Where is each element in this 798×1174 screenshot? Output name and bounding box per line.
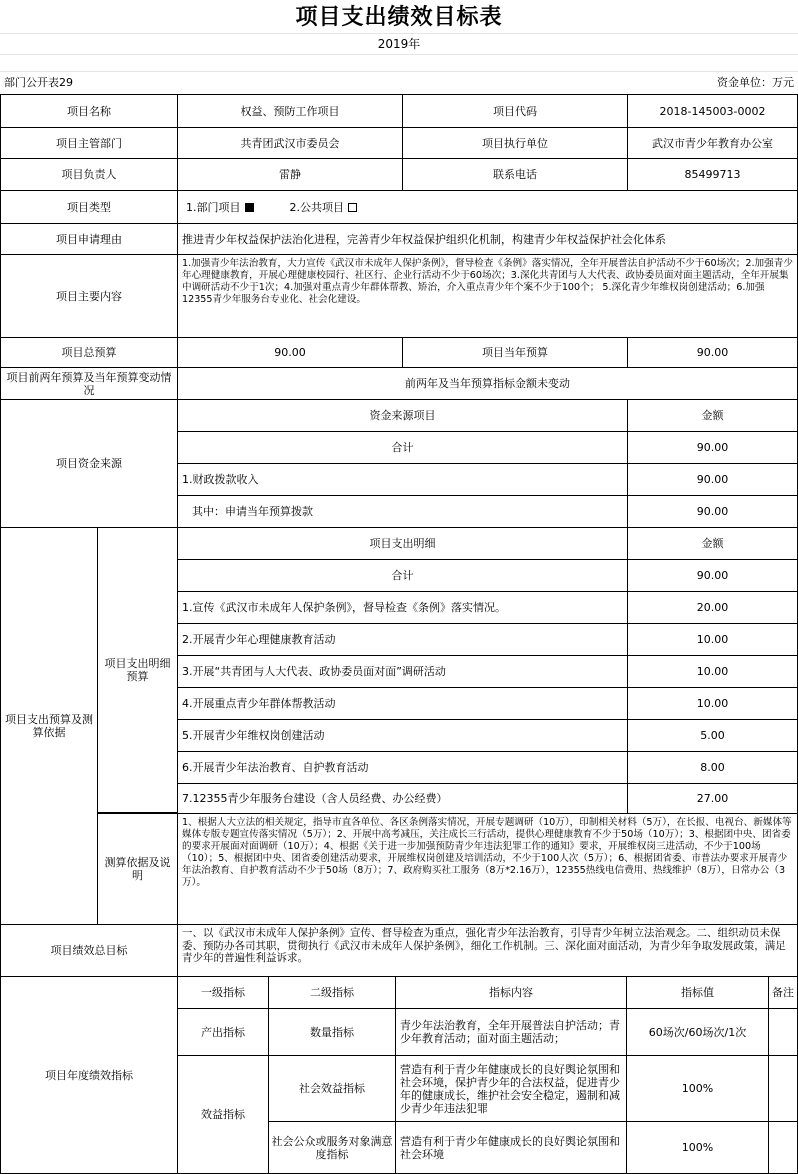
label-total-budget: 项目总预算 xyxy=(0,337,178,368)
detail-row-name: 2.开展青少年心理健康教育活动 xyxy=(177,623,628,656)
indicator-l2-satisfaction: 社会公众或服务对象满意度指标 xyxy=(268,1121,396,1174)
detail-row-name: 1.宣传《武汉市未成年人保护条例》，督导检查《条例》落实情况。 xyxy=(177,591,628,624)
type-option-dept[interactable] xyxy=(186,201,254,214)
funding-row-name: 合计 xyxy=(177,431,628,464)
detail-row-amount: 90.00 xyxy=(627,559,798,592)
type-option-label: 2.公共项目 xyxy=(289,200,344,214)
detail-row-name: 合计 xyxy=(177,559,628,592)
detail-row-name: 6.开展青少年法治教育、自护教育活动 xyxy=(177,751,628,784)
indicator-header: 二级指标 xyxy=(268,976,396,1009)
indicator-l1-benefit: 效益指标 xyxy=(177,1055,269,1174)
type-option-label: 1.部门项目 xyxy=(186,200,241,214)
detail-row-amount: 8.00 xyxy=(627,751,798,784)
indicator-header: 指标值 xyxy=(626,976,769,1009)
label-budget-basis: 项目支出预算及测算依据 xyxy=(0,527,98,925)
value-reason: 推进青少年权益保护法治化进程，完善青少年权益保护组织化机制，构建青少年权益保护社会化体系 xyxy=(177,223,798,255)
detail-row-amount: 10.00 xyxy=(627,655,798,688)
label-reason: 项目申请理由 xyxy=(0,223,178,255)
label-leader: 项目负责人 xyxy=(0,158,178,191)
checkbox-checked-icon xyxy=(245,203,254,212)
label-annual-indicators: 项目年度绩效指标 xyxy=(0,976,178,1174)
funding-row-name: 1.财政拨款收入 xyxy=(177,463,628,496)
funding-row-amount: 90.00 xyxy=(627,495,798,528)
label-project-code: 项目代码 xyxy=(402,94,628,128)
calc-basis-text: 1、根据人大立法的相关规定，指导市直各单位、各区条例落实情况，开展专题调研（10万），印制相关材料（5万），在长报、电视台、新媒体等媒体专版专题宣传落实情况（5万）；2、开展中高考减压，关注成长三行活动，提供心理健康教育不少于50场（10万）；3、根据团中央、团省委的要求开展面对面调研（10万）；4、根据《关于进一步加强预防青少年违法犯罪工作的通知》要求，开展维权岗三进活动，不少于100场（10）；5、根据团中央、团省委创建活动要求，开展维权岗创建及培训活动，不少于100人次（5万）；6、根据团省委、市普法办要求开展青少年法治教育、自护教育活动不少于50场（8万）；7、政府购买社工服务（8万*2.16万），12355热线电信费用、热线维护（8万），日常办公（3万）。 xyxy=(177,813,798,925)
value-phone: 85499713 xyxy=(627,158,798,191)
label-exec-unit: 项目执行单位 xyxy=(402,127,628,159)
checkbox-unchecked-icon xyxy=(348,203,357,212)
indicator-value: 100% xyxy=(626,1055,769,1122)
funding-row-name: 其中：申请当年预算拨款 xyxy=(177,495,628,528)
label-supervisor-dept: 项目主管部门 xyxy=(0,127,178,159)
indicator-remarks xyxy=(768,1008,798,1056)
indicator-content: 营造有利于青少年健康成长的良好舆论氛围和社会环境 xyxy=(395,1121,627,1174)
report-year: 2019年 xyxy=(377,36,421,51)
label-content: 项目主要内容 xyxy=(0,254,178,338)
indicator-remarks xyxy=(768,1055,798,1122)
detail-row-name: 3.开展“共青团与人大代表、政协委员面对面”调研活动 xyxy=(177,655,628,688)
indicator-content: 青少年法治教育，全年开展普法自护活动；青少年教育活动；面对面主题活动； xyxy=(395,1008,627,1056)
page-title: 项目支出绩效目标表 xyxy=(295,3,503,30)
grid-line xyxy=(0,33,798,34)
label-project-type: 项目类型 xyxy=(0,190,178,224)
indicator-header: 指标内容 xyxy=(395,976,627,1009)
indicator-l2-quantity: 数量指标 xyxy=(268,1008,396,1056)
indicator-value: 100% xyxy=(626,1121,769,1174)
value-project-code: 2018-145003-0002 xyxy=(627,94,798,128)
overall-goal-text: 一、以《武汉市未成年人保护条例》宣传、督导检查为重点，强化青少年法治教育，引导青少年树立法治观念。二、组织动员未保委、预防办各司其职，贯彻执行《武汉市未成年人保护条例》，细化工作机制。三、深化面对面活动，为青少年争取发展政策，满足青少年的普遍性利益诉求。 xyxy=(177,924,798,977)
table-id: 部门公开表29 xyxy=(4,75,73,89)
value-total-budget: 90.00 xyxy=(177,337,403,368)
indicator-header: 一级指标 xyxy=(177,976,269,1009)
label-detail-budget: 项目支出明细预算 xyxy=(97,527,178,813)
detail-row-amount: 20.00 xyxy=(627,591,798,624)
type-option-public[interactable] xyxy=(290,201,358,214)
funding-row-amount: 90.00 xyxy=(627,431,798,464)
funding-amount-header: 金额 xyxy=(627,399,798,432)
label-funding: 项目资金来源 xyxy=(0,399,178,528)
label-current-budget: 项目当年预算 xyxy=(402,337,628,368)
detail-row-name: 4.开展重点青少年群体帮教活动 xyxy=(177,687,628,720)
detail-row-name: 7.12355青少年服务台建设（含人员经费、办公经费） xyxy=(177,783,628,814)
value-supervisor-dept: 共青团武汉市委员会 xyxy=(177,127,403,159)
value-content: 1.加强青少年法治教育，大力宣传《武汉市未成年人保护条例》，督导检查《条例》落实情况，全年开展普法自护活动不少于60场次；2.加强青少年心理健康教育，开展心理健康校园行、社区行、企业行活动不少于60场次；3.深化共青团与人大代表、政协委员面对面主题活动，全年开展集中调研活动不少于1次；4.加强对重点青少年群体帮教、矫治，介入重点青少年个案不少于100个； 5.深化青少年维权岗创建活动；6.加强12355青少年服务台专业化、社会化建设。 xyxy=(177,254,798,338)
funding-row-amount: 90.00 xyxy=(627,463,798,496)
project-type-options xyxy=(177,190,798,224)
indicator-l1-output: 产出指标 xyxy=(177,1008,269,1056)
indicator-value: 60场次/60场次/1次 xyxy=(626,1008,769,1056)
detail-row-amount: 27.00 xyxy=(627,783,798,814)
indicator-l2-social: 社会效益指标 xyxy=(268,1055,396,1122)
indicator-remarks xyxy=(768,1121,798,1174)
value-budget-change: 前两年及当年预算指标金额未变动 xyxy=(177,367,798,400)
detail-row-amount: 10.00 xyxy=(627,623,798,656)
grid-line xyxy=(0,54,798,55)
indicator-header-remarks: 备注 xyxy=(768,976,798,1009)
detail-row-name: 5.开展青少年维权岗创建活动 xyxy=(177,719,628,752)
label-project-name: 项目名称 xyxy=(0,94,178,128)
label-calc-basis: 测算依据及说明 xyxy=(97,813,178,925)
detail-amount-header: 金额 xyxy=(627,527,798,560)
indicator-content: 营造有利于青少年健康成长的良好舆论氛围和社会环境，保护青少年的合法权益，促进青少年的健康成长，维护社会安全稳定，遏制和减少青少年违法犯罪 xyxy=(395,1055,627,1122)
value-leader: 雷静 xyxy=(177,158,403,191)
value-exec-unit: 武汉市青少年教育办公室 xyxy=(627,127,798,159)
value-project-name: 权益、预防工作项目 xyxy=(177,94,403,128)
detail-row-amount: 5.00 xyxy=(627,719,798,752)
label-phone: 联系电话 xyxy=(402,158,628,191)
label-overall-goal: 项目绩效总目标 xyxy=(0,924,178,977)
funding-header: 资金来源项目 xyxy=(177,399,628,432)
value-current-budget: 90.00 xyxy=(627,337,798,368)
detail-row-amount: 10.00 xyxy=(627,687,798,720)
detail-header: 项目支出明细 xyxy=(177,527,628,560)
label-budget-change: 项目前两年预算及当年预算变动情况 xyxy=(0,367,178,400)
currency-unit: 资金单位：万元 xyxy=(717,75,794,89)
